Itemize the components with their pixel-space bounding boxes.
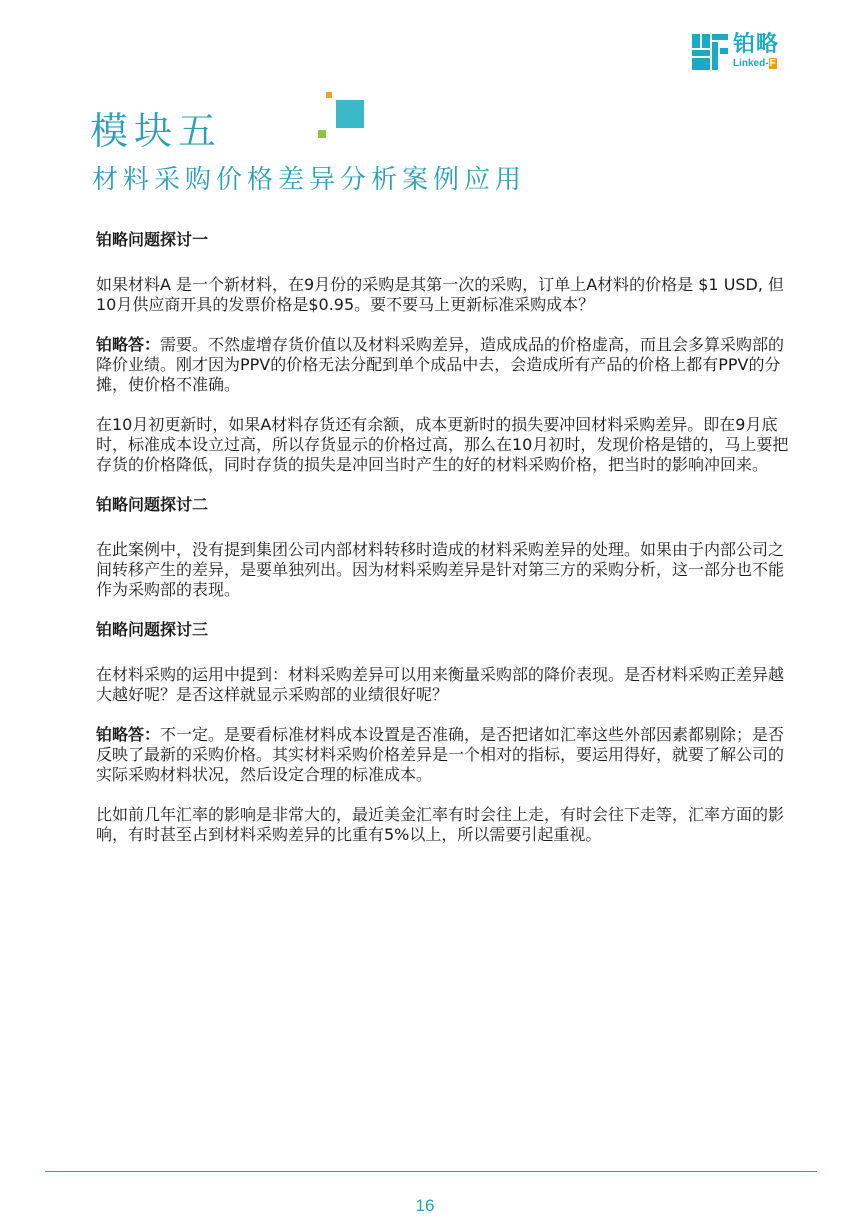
logo-f-badge: F bbox=[769, 58, 776, 69]
q3-heading: 铂略问题探讨三 bbox=[96, 620, 209, 639]
q3-answer-text: 不一定。是要看标准材料成本设置是否准确，是否把诸如汇率这些外部因素都剔除；是否反映了最新的采购价格。其实材料采购价格差异是一个相对的指标，要运用得好，就要了解公司的实际采购材料状况，然后设定合理的标准成本。 bbox=[96, 725, 785, 784]
footer-divider bbox=[45, 1171, 817, 1172]
q2-text: 在此案例中，没有提到集团公司内部材料转移时造成的材料采购差异的处理。如果由于内部公司之间转移产生的差异，是要单独列出。因为材料采购差异是针对第三方的采购分析，这一部分也不能作为采购部的表现。 bbox=[96, 540, 785, 599]
q1-answer-label: 铂略答： bbox=[96, 335, 161, 354]
q3-answer-label: 铂略答： bbox=[96, 725, 161, 744]
q2-heading: 铂略问题探讨二 bbox=[96, 495, 209, 514]
q3-extra: 比如前几年汇率的影响是非常大的，最近美金汇率有时会往上走，有时会往下走等，汇率方面的影响，有时甚至占到材料采购差异的比重有5%以上，所以需要引起重视。 bbox=[96, 805, 785, 844]
logo-name-en-text: Linked- bbox=[733, 58, 769, 69]
q1-answer bbox=[96, 335, 796, 395]
q1-question: 如果材料A 是一个新材料，在9月份的采购是其第一次的采购，订单上A材料的价格是 $1 USD, 但10月供应商开具的发票价格是$0.95。要不要马上更新标准采购成本？ bbox=[96, 275, 785, 314]
document-body bbox=[96, 230, 796, 845]
q3-question: 在材料采购的运用中提到：材料采购差异可以用来衡量采购部的降价表现。是否材料采购正差异越大越好呢？是否这样就显示采购部的业绩很好呢？ bbox=[96, 665, 785, 704]
q3-answer bbox=[96, 725, 796, 785]
page-number: 16 bbox=[415, 1196, 435, 1215]
q1-answer-text: 需要。不然虚增存货价值以及材料采购差异，造成成品的价格虚高，而且会多算采购部的降价业绩。刚才因为PPV的价格无法分配到单个成品中去，会造成所有产品的价格上都有PPV的分摊，使价格不准确。 bbox=[96, 335, 785, 394]
logo-name-en bbox=[733, 58, 777, 70]
module-subtitle: 材料采购价格差异分析案例应用 bbox=[92, 165, 527, 195]
q1-extra: 在10月初更新时，如果A材料存货还有余额，成本更新时的损失要冲回材料采购差异。即在9月底时，标准成本设立过高，所以存货显示的价格过高，那么在10月初时，发现价格是错的，马上要把存货的价格降低，同时存货的损失是冲回当时产生的好的材料采购价格，把当时的影响冲回来。 bbox=[96, 415, 789, 474]
decor-square-orange bbox=[326, 92, 332, 98]
q1-heading: 铂略问题探讨一 bbox=[96, 230, 209, 249]
decor-square-teal bbox=[336, 100, 364, 128]
logo-mark-icon bbox=[692, 34, 728, 70]
logo-name-cn: 铂略 bbox=[733, 32, 780, 57]
decor-square-green bbox=[318, 130, 326, 138]
brand-logo bbox=[692, 32, 812, 74]
module-title: 模块五 bbox=[90, 109, 223, 153]
